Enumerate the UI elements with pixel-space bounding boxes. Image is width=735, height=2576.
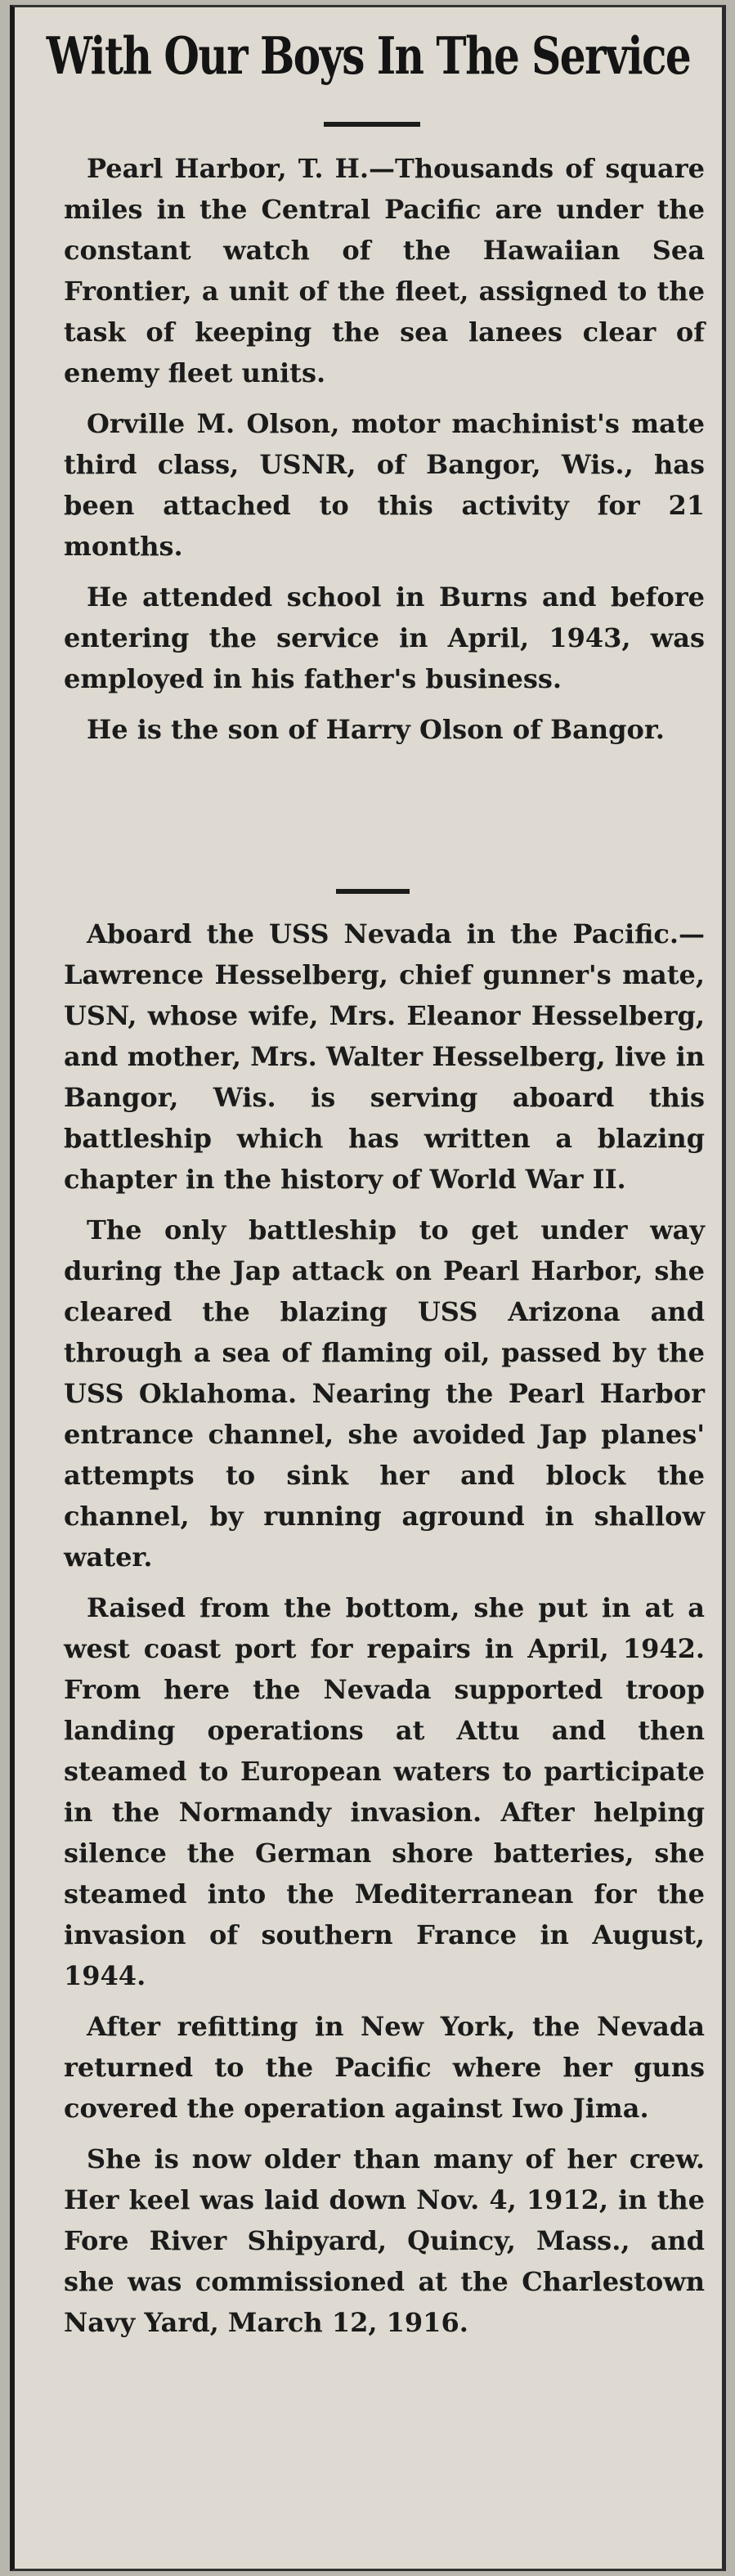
article-divider — [336, 889, 410, 894]
article-paragraph: He is the son of Harry Olson of Bangor. — [87, 714, 665, 745]
article-olson — [64, 148, 705, 760]
article-paragraph: The only battleship to get under way during the Jap attack on Pearl Harbor, she cleared the blazing USS Arizona and through a sea of flaming oil, passed by the USS Oklahoma. Nearing the Pearl Harbor entrance channel, she avoided Jap planes' attempts to sink her and block the channel, by running aground in shallow water. — [64, 1214, 705, 1573]
article-paragraph: After refitting in New York, the Nevada returned to the Pacific where her guns covered the operation against Iwo Jima. — [64, 2011, 705, 2124]
article-paragraph: He attended school in Burns and before entering the service in April, 1943, was employed in his father's business. — [64, 581, 705, 694]
newspaper-clipping — [10, 5, 726, 2571]
article-paragraph: She is now older than many of her crew. Her keel was laid down Nov. 4, 1912, in the Fore River Shipyard, Quincy, Mass., and she was commissioned at the Charlestown Navy Yard, March 12, 1916. — [64, 2143, 705, 2338]
headline-divider — [324, 122, 420, 127]
article-paragraph: Pearl Harbor, T. H.—Thousands of square miles in the Central Pacific are under the constant watch of the Hawaiian Sea Frontier, a unit of the fleet, assigned to the task of keeping the sea lanees clear of enemy fleet units. — [64, 153, 705, 388]
headline: With Our Boys In The Service — [46, 25, 691, 86]
article-paragraph: Aboard the USS Nevada in the Pacific.—Lawrence Hesselberg, chief gunner's mate, USN, whose wife, Mrs. Eleanor Hesselberg, and mother, Mrs. Walter Hesselberg, live in Bangor, Wis. is serving aboard this battleship which has written a blazing chapter in the history of World War II. — [64, 918, 705, 1195]
article-paragraph: Orville M. Olson, motor machinist's mate third class, USNR, of Bangor, Wis., has been attached to this activity for 21 months. — [64, 408, 705, 562]
article-paragraph: Raised from the bottom, she put in at a west coast port for repairs in April, 1942. From here the Nevada supported troop landing operations at Attu and then steamed to European waters to participate in the Normandy invasion. After helping silence the German shore batteries, she steamed into the Mediterranean for the invasion of southern France in August, 1944. — [64, 1592, 705, 1991]
article-hesselberg — [64, 913, 705, 2353]
